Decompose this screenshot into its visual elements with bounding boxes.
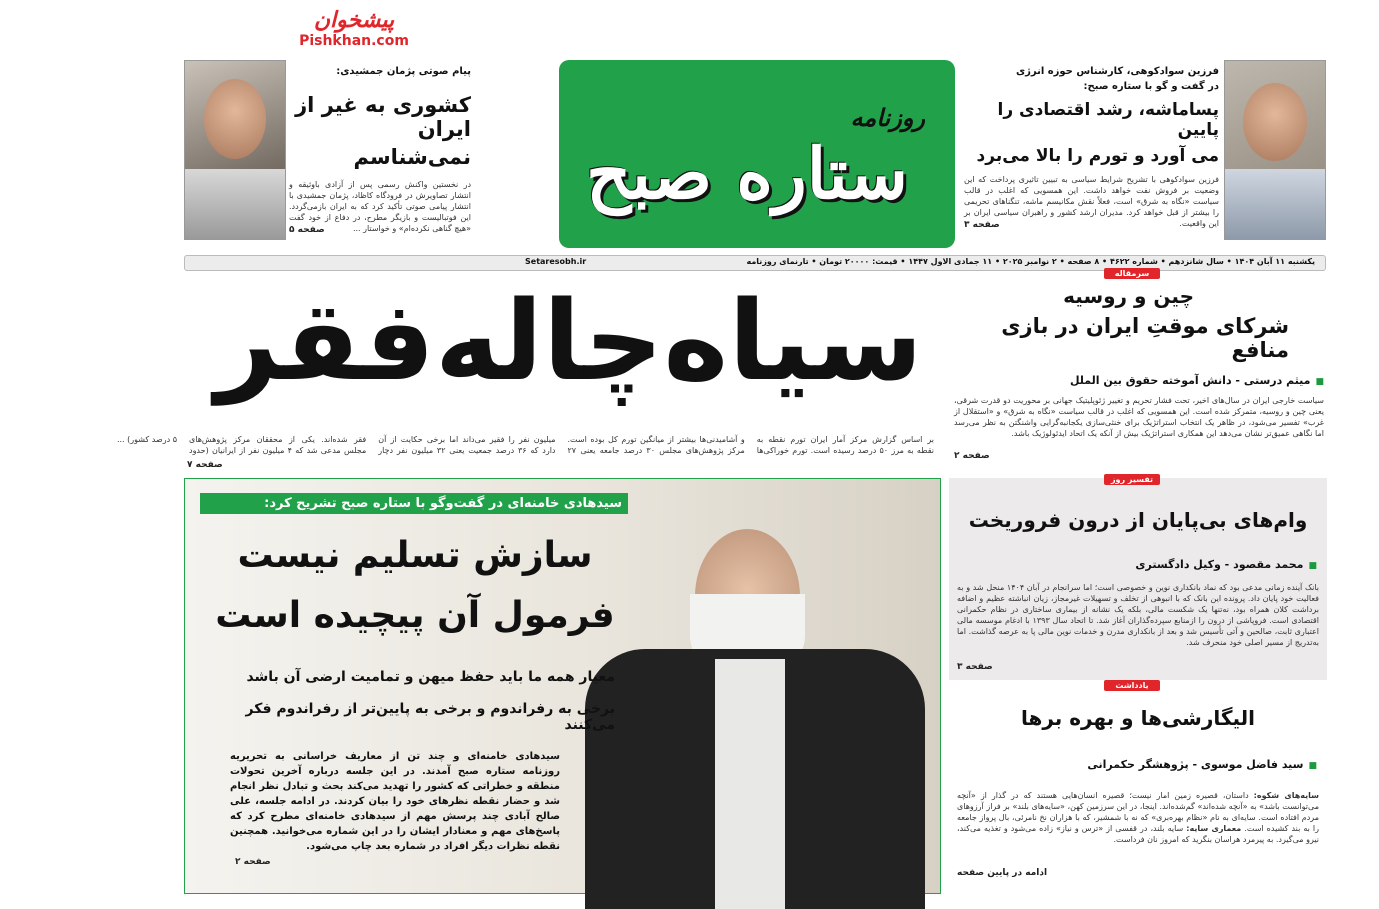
dateline-website[interactable]: Setaresobh.ir [525,257,587,266]
interview-kicker: سیدهادی خامنه‌ای در گفت‌وگو با ستاره صبح تشریح کرد: [200,493,628,514]
tafsir-byline: ■ محمد مقصود - وکیل دادگستری [1135,558,1317,571]
jamshidi-photo [184,60,286,240]
yaddasht-body-2: سایه بلند، در قفسی از «ترس و نیاز» زاده می‌شود و تغذیه می‌کند، نیرو می‌گیرد. به پیرمرد هراسان بنگرید که امروز نان فرداست. [957,824,1319,844]
yaddasht-byline: ■ سید فاضل موسوی - پژوهشگر حکمرانی [1087,758,1317,771]
interview-sub-2: برخی به رفراندوم و برخی به پایین‌تر از رفراندوم فکر می‌کنند [245,701,615,733]
savadkouhi-photo [1224,60,1326,240]
top-right-kicker-1: فرزین سوادکوهی، کارشناس حوزه انرژی [1015,66,1219,77]
top-right-headline-2: می آورد و تورم را بالا می‌برد [976,146,1219,166]
watermark-url: Pishkhan.com [299,33,409,49]
yaddasht-body-1: داستان، قصیره زمین امار نیست؛ قصیره انسان‌هایی هستند که در گذار از «آنچه می‌توانست باشد» به «آنچه شده‌اند» گم‌شده‌اند. اینجا، در این سرزمین کهن، «سایه‌های بلند» بر فراز آرزوهای مردم افتاده است. سایه‌ای به نام «نظام بهره‌بری» که نه با شمشیر، که با هزاران نخ نامرئی، بال پرواز جامعه را به بند کشیده است. [957,791,1319,833]
top-left-headline-1: کشوری به غیر از ایران [295,93,471,141]
top-right-headline-1: پساماشه، رشد اقتصادی را پایین [997,100,1219,140]
editorial-tag: سرمقاله [1104,268,1160,279]
interview-sub-1: معیار همه ما باید حفظ میهن و تمامیت ارضی آن باشد [246,669,615,685]
interview-headline-1: سازش تسلیم نیست [237,535,593,576]
interview-page: صفحه ۲ [235,857,271,867]
tafsir-body: بانک آینده زمانی مدعی بود که نماد بانکداری نوین و خصوصی است؛ اما سرانجام در آبان ۱۴۰۴ منحل شد و به فعالیت خود پایان داد. پرونده این بانک که با انبوهی از تخلف و تسهیلات غیرمجاز، زیان انباشته عظیم و اضافه برداشت کلان همراه بود، نه‌تنها یک شکست مالی، بلکه یک نشانه از بیماری ساختاری در نظام حکمرانی اقتصادی است. فروپاشی از درون را ازمنابع سپرده‌گذاران آغاز شد. تا اتحاد سال ۱۳۹۳ با ادغام موسسه مالی اعتباری ثابت، صالحین و آتی تأسیس شد و بعد از بانکداری مدرن و خدمات نوین مالی پا به عرصه گذاشت. اما به‌تدریج از مسیر اصلی خود منحرف شد. [957,583,1320,647]
top-right-kicker-2: در گفت و گو با ستاره صبح: [1083,81,1219,92]
main-headline-page: صفحه ۷ [187,460,223,470]
interview-block [184,478,941,894]
interview-body: سیدهادی خامنه‌ای و چند تن از معاریف خراسانی به تحریریه روزنامه ستاره صبح آمدند. در این جلسه درباره آخرین تحولات منطقه و خطراتی که کشور را تهدید می‌کند بحث و تبادل نظر انجام شد و حضار نقطه نظرهای خود را بیان کردند. در ادامه جلسه، علی صالح آبادی چند پرسش مهم از سیدهادی خامنه‌ای مطرح کرد که پاسخ‌های مهم و معنادار ایشان را در این شماره می‌خوانید. همچنین نقطه نظرات دیگر افراد در شماره بعد چاپ می‌شود. [230,751,560,852]
editorial-body: سیاست خارجی ایران در سال‌های اخیر، تحت فشار تحریم و تغییر ژئوپلیتیک جهانی بر محوریت دو قدرت شرقی، یعنی چین و روسیه، متمرکز شده است. این همسویی که اغلب در قالب سیاست «نگاه به شرق» و «استقلال از غرب» تفسیر می‌شود، در ظاهر یک انتخاب استراتژیک برای خنثی‌سازی یکجانبه‌گرایی واشنگتن به نظر می‌رسد اما نگاهی عمیق‌تر نشان می‌دهد این همکاری استراتژیک بیش از آنکه یک اتحاد ایدئولوژیک باشد. [954,396,1324,438]
masthead-logo: ستاره صبح [586,132,908,215]
top-right-page: صفحه ۳ [964,220,1000,230]
yaddasht-headline: الیگارشی‌ها و بهره برها [1020,706,1256,730]
tafsir-tag: تفسیر روز [1104,474,1160,485]
top-left-page: صفحه ۵ [289,225,325,235]
yaddasht-lead-1: سایه‌های شکوه: [1253,791,1320,800]
top-right-story [964,66,1219,230]
main-headline: سیاه‌چاله‌فقر [215,277,923,405]
yaddasht-lead-2: معماری سایه: [1186,824,1242,833]
editorial [954,284,1324,461]
top-left-kicker: پیام صوتی پژمان جمشیدی: [336,66,471,77]
editorial-byline: ■ میثم درستی - دانش آموخته حقوق بین الملل [954,374,1324,387]
top-left-body: در نخستین واکنش رسمی پس از آزادی باوثیقه و انتشار تصاویرش در فرودگاه کاظاد، پژمان جمشیدی با انتشار پیامی صوتی تأکید کرد که به ایران بازمی‌گردد. این فوتبالیست و بازیگر مطرح، در دفاع از خود گفت «هیچ گناهی نکرده‌ام» و خواستار ... [289,180,471,233]
editorial-headline-2: شرکای موقتِ ایران در بازی منافع [1001,314,1289,362]
tafsir-page: صفحه ۳ [957,662,993,672]
top-left-story [289,66,471,235]
watermark [289,8,419,49]
top-right-body: فرزین سوادکوهی با تشریح شرایط سیاسی به تبیین تاثیری پرداخت که این وضعیت بر فروش نفت خواهد داشت. این همسویی که اغلب در قالب سیاست «نگاه به شرق» است، فعلاً نقش مکانیسم ماشه، تنگناهای تحریمی را بیشتر از قبل خواهد کرد. مدیران ارشد کشور و راهبران سیاسی ایران بر این واقعیت. [964,175,1219,228]
tafsir-box [949,475,1327,680]
tafsir-headline: وام‌های بی‌پایان از درون فروریخت [968,508,1308,532]
yaddasht [949,680,1327,892]
masthead-prefix: روزنامه [850,104,925,132]
watermark-text: پیشخوان [313,8,395,33]
top-left-headline-2: نمی‌شناسم [353,145,471,169]
yaddasht-continue: ادامه در پایین صفحه [957,868,1048,878]
dateline-info: یکشنبه ۱۱ آبان ۱۴۰۴ • سال شانزدهم • شماره ۴۶۲۲ • ۸ صفحه • ۲ نوامبر ۲۰۲۵ • ۱۱ جمادی الاول ۱۴۴۷ • قیمت: ۲۰۰۰۰ تومان • تارنمای روزنامه [746,257,1315,266]
yaddasht-body [957,790,1319,862]
masthead [559,60,955,248]
editorial-headline-1: چین و روسیه [1063,284,1194,308]
interview-headline-2: فرمول آن پیچیده است [215,595,615,636]
yaddasht-tag: یادداشت [1104,680,1160,691]
editorial-page: صفحه ۲ [954,451,990,461]
main-headline-body: بر اساس گزارش مرکز آمار ایران تورم نقطه به نقطه به مرز ۵۰ درصد رسیده است. تورم خوراکی‌ها و آشامیدنی‌ها بیشتر از میانگین تورم کل بوده است. مرکز پژوهش‌های مجلس ۳۰ درصد جامعه یعنی ۲۷ میلیون نفر را فقیر می‌داند اما برخی حکایت از آن دارد که ۳۶ درصد جمعیت یعنی ۳۲ میلیون نفر دچار فقر شده‌اند. یکی از محققان مرکز پژوهش‌های مجلس مدعی شد که ۴ میلیون نفر از ایرانیان (حدود ۵ درصد کشور) ... [116,435,934,455]
